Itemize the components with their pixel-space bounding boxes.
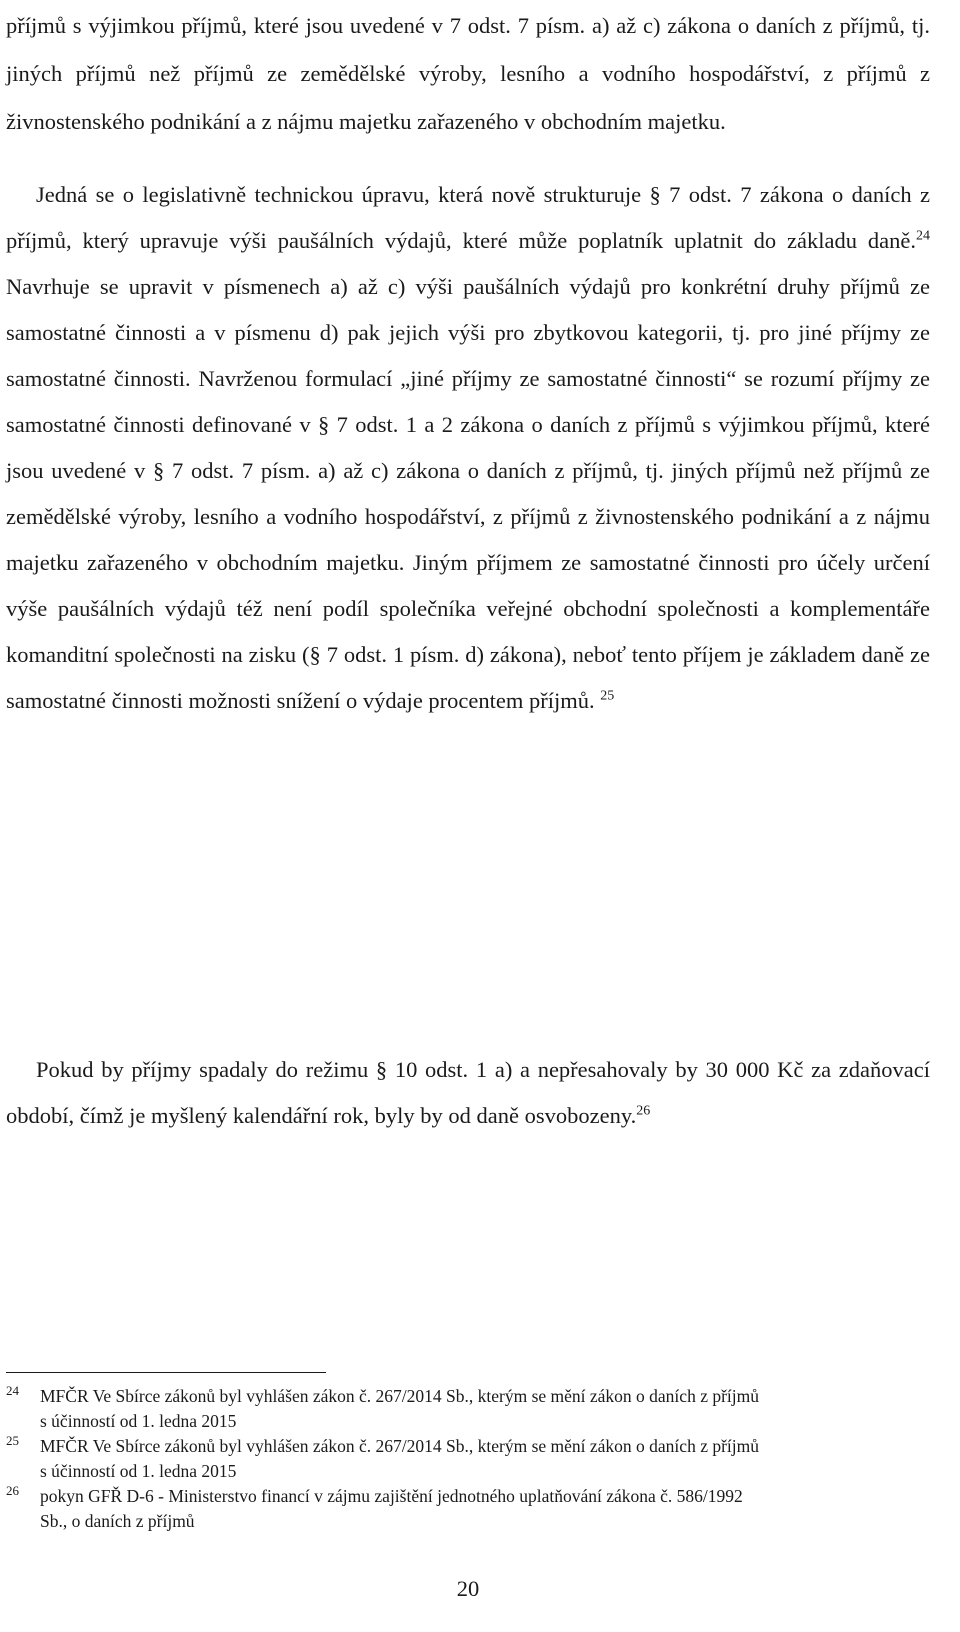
footnote-reference[interactable]: 24 bbox=[916, 228, 930, 244]
footnote-separator bbox=[6, 1372, 326, 1373]
footnote-number: 26 bbox=[6, 1483, 19, 1498]
footnote-text: pokyn GFŘ D-6 - Ministerstvo financí v zájmu zajištění jednotného uplatňování zákona č. 586/1992 bbox=[40, 1486, 743, 1506]
paragraph-text: příjmů s výjimkou příjmů, které jsou uvedené v 7 odst. 7 písm. a) až c) zákona o daních z příjmů, tj. jiných příjmů než příjmů ze zemědělské výroby, lesního a vodního hospodářství, z příjmů z živnostenského podnikání a z nájmu majetku zařazeného v obchodním majetku. bbox=[6, 13, 930, 134]
footnote-text: MFČR Ve Sbírce zákonů byl vyhlášen zákon č. 267/2014 Sb., kterým se mění zákon o daních z příjmů bbox=[40, 1386, 759, 1406]
footnote-reference[interactable]: 25 bbox=[600, 688, 615, 704]
footnote-text-continued: s účinností od 1. ledna 2015 bbox=[40, 1411, 237, 1431]
paragraph-continuation bbox=[6, 2, 930, 146]
footnote-26 bbox=[6, 1484, 930, 1534]
footnote-text-continued: s účinností od 1. ledna 2015 bbox=[40, 1461, 237, 1481]
paragraph-text: Pokud by příjmy spadaly do režimu § 10 odst. 1 a) a nepřesahovaly by 30 000 Kč za zdaňovací období, čímž je myšlený kalendářní rok, byly by od daně osvobozeny. bbox=[6, 1057, 930, 1128]
footnote-number: 25 bbox=[6, 1433, 19, 1448]
footnotes bbox=[6, 1384, 930, 1534]
footnote-number: 24 bbox=[6, 1383, 19, 1398]
paragraph-text: Jedná se o legislativně technickou úpravu, která nově strukturuje § 7 odst. 7 zákona o daních z příjmů, který upravuje výši paušálních výdajů, které může poplatník uplatnit do základu daně. bbox=[6, 182, 930, 253]
page-number: 20 bbox=[456, 1576, 480, 1601]
footnote-text-continued: Sb., o daních z příjmů bbox=[40, 1511, 195, 1531]
footnote-24 bbox=[6, 1384, 930, 1434]
footnote-text: MFČR Ve Sbírce zákonů byl vyhlášen zákon č. 267/2014 Sb., kterým se mění zákon o daních z příjmů bbox=[40, 1436, 759, 1456]
paragraph-text: Navrhuje se upravit v písmenech a) až c) výši paušálních výdajů pro konkrétní druhy příjmů ze samostatné činnosti a v písmenu d) pak jejich výši pro zbytkovou kategorii, tj. pro jiné příjmy ze samostatné činnosti. Navrženou formulací „jiné příjmy ze samostatné činnosti“ se rozumí příjmy ze samostatné činnosti definované v § 7 odst. 1 a 2 zákona o daních z příjmů s výjimkou příjmů, které jsou uvedené v § 7 odst. 7 písm. a) až c) zákona o daních z příjmů, tj. jiných příjmů než příjmů ze zemědělské výroby, lesního a vodního hospodářství, z příjmů z živnostenského podnikání a z nájmu majetku zařazeného v obchodním majetku. Jiným příjmem ze samostatné činnosti pro účely určení výše paušálních výdajů též není podíl společníka veřejné obchodní společnosti a komplementáře komanditní společnosti na zisku (§ 7 odst. 1 písm. d) zákona), neboť tento příjem je základem daně ze samostatné činnosti možnosti snížení o výdaje procentem příjmů. bbox=[6, 274, 930, 713]
footnote-25 bbox=[6, 1434, 930, 1484]
paragraph-flat-rate-expenses bbox=[6, 172, 930, 724]
footnote-reference[interactable]: 26 bbox=[636, 1103, 651, 1119]
paragraph-exemption bbox=[6, 1047, 930, 1139]
